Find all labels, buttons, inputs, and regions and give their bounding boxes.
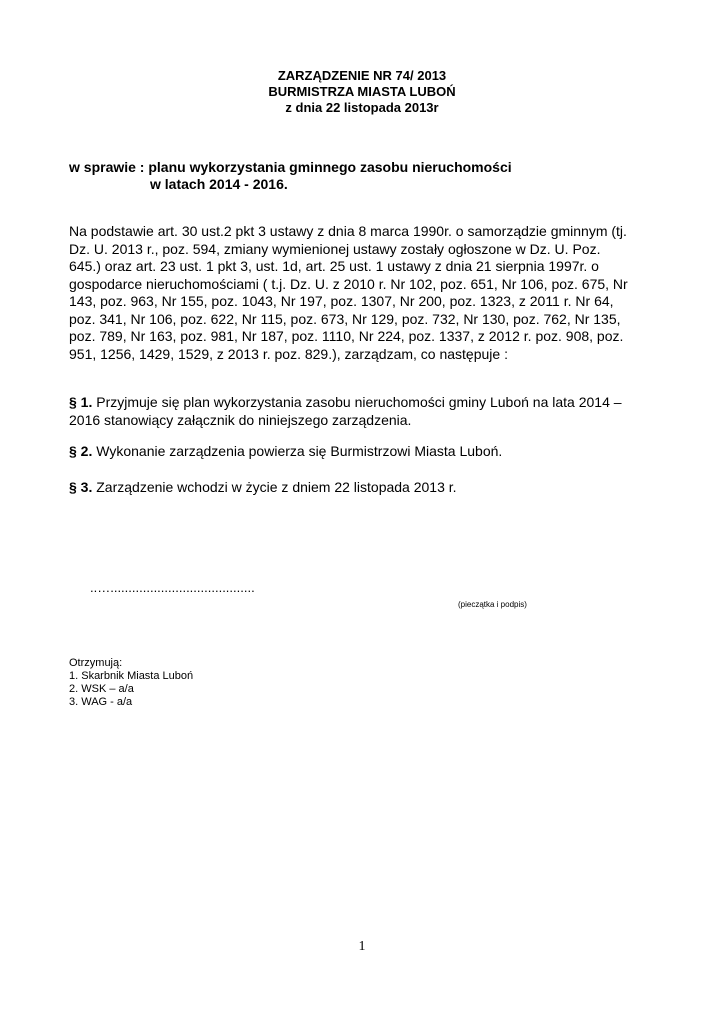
recipient-item: 2. WSK – a/a [69,683,134,695]
paragraph-1 [69,394,622,429]
page-number: 1 [358,939,366,954]
paragraph-2 [69,443,502,461]
legal-basis-line: Na podstawie art. 30 ust.2 pkt 3 ustawy z dnia 8 marca 1990r. o samorządzie gminnym (tj. [69,223,627,239]
header-date: z dnia 22 listopada 2013r [285,100,439,115]
paragraph-1-text: Przyjmuje się plan wykorzystania zasobu nieruchomości gminy Luboń na lata 2014 – [92,394,622,410]
recipients-title: Otrzymują: [69,657,123,669]
legal-basis-paragraph [69,223,669,363]
document-header [0,68,724,116]
paragraph-2-text: Wykonanie zarządzenia powierza się Burmistrzowi Miasta Luboń. [92,443,503,459]
paragraph-1-number: § 1. [69,394,93,410]
header-issuer: BURMISTRZA MIASTA LUBOŃ [268,84,456,99]
recipient-item: 3. WAG - a/a [69,696,133,708]
legal-basis-line: 645.) oraz art. 23 ust. 1 pkt 3, ust. 1d, art. 25 ust. 1 ustawy z dnia 21 sierpnia 1997r. o [69,258,599,274]
subject-block [69,159,512,193]
paragraph-3 [69,479,457,497]
signature-caption: (pieczątka i podpis) [458,600,527,609]
subject-line-2: w latach 2014 - 2016. [150,176,288,192]
legal-basis-line: gospodarce nieruchomościami ( t.j. Dz. U. z 2010 r. Nr 102, poz. 651, Nr 106, poz. 675, Nr [69,275,628,292]
legal-basis-line: poz. 341, Nr 106, poz. 622, Nr 115, poz. 673, Nr 129, poz. 732, Nr 130, poz. 762, Nr 135, [69,310,621,327]
paragraph-3-text: Zarządzenie wchodzi w życie z dniem 22 listopada 2013 r. [92,479,457,495]
recipients-list [69,657,193,709]
legal-basis-line: 143, poz. 963, Nr 155, poz. 1043, Nr 197, poz. 1307, Nr 200, poz. 1323, z 2011 r. Nr 64, [69,293,614,309]
legal-basis-line: 951, 1256, 1429, 1529, z 2013 r. poz. 829.), zarządzam, co następuje : [69,345,508,362]
paragraph-1-text-continued: 2016 stanowiący załącznik do niniejszego zarządzenia. [69,411,412,428]
signature-line: ..…........................................ [90,580,255,595]
header-title: ZARZĄDZENIE NR 74/ 2013 [277,68,447,83]
legal-basis-line: Dz. U. 2013 r., poz. 594, zmiany wymienionej ustawy zostały ogłoszone w Dz. U. Poz. [69,240,601,257]
recipient-item: 1. Skarbnik Miasta Luboń [69,670,194,682]
paragraph-3-number: § 3. [69,479,93,495]
subject-line-1: w sprawie : planu wykorzystania gminnego zasobu nieruchomości [69,159,512,175]
legal-basis-line: poz. 789, Nr 163, poz. 981, Nr 187, poz. 1110, Nr 224, poz. 1337, z 2012 r. poz. 908, poz. [69,328,624,344]
paragraph-2-number: § 2. [69,443,93,459]
